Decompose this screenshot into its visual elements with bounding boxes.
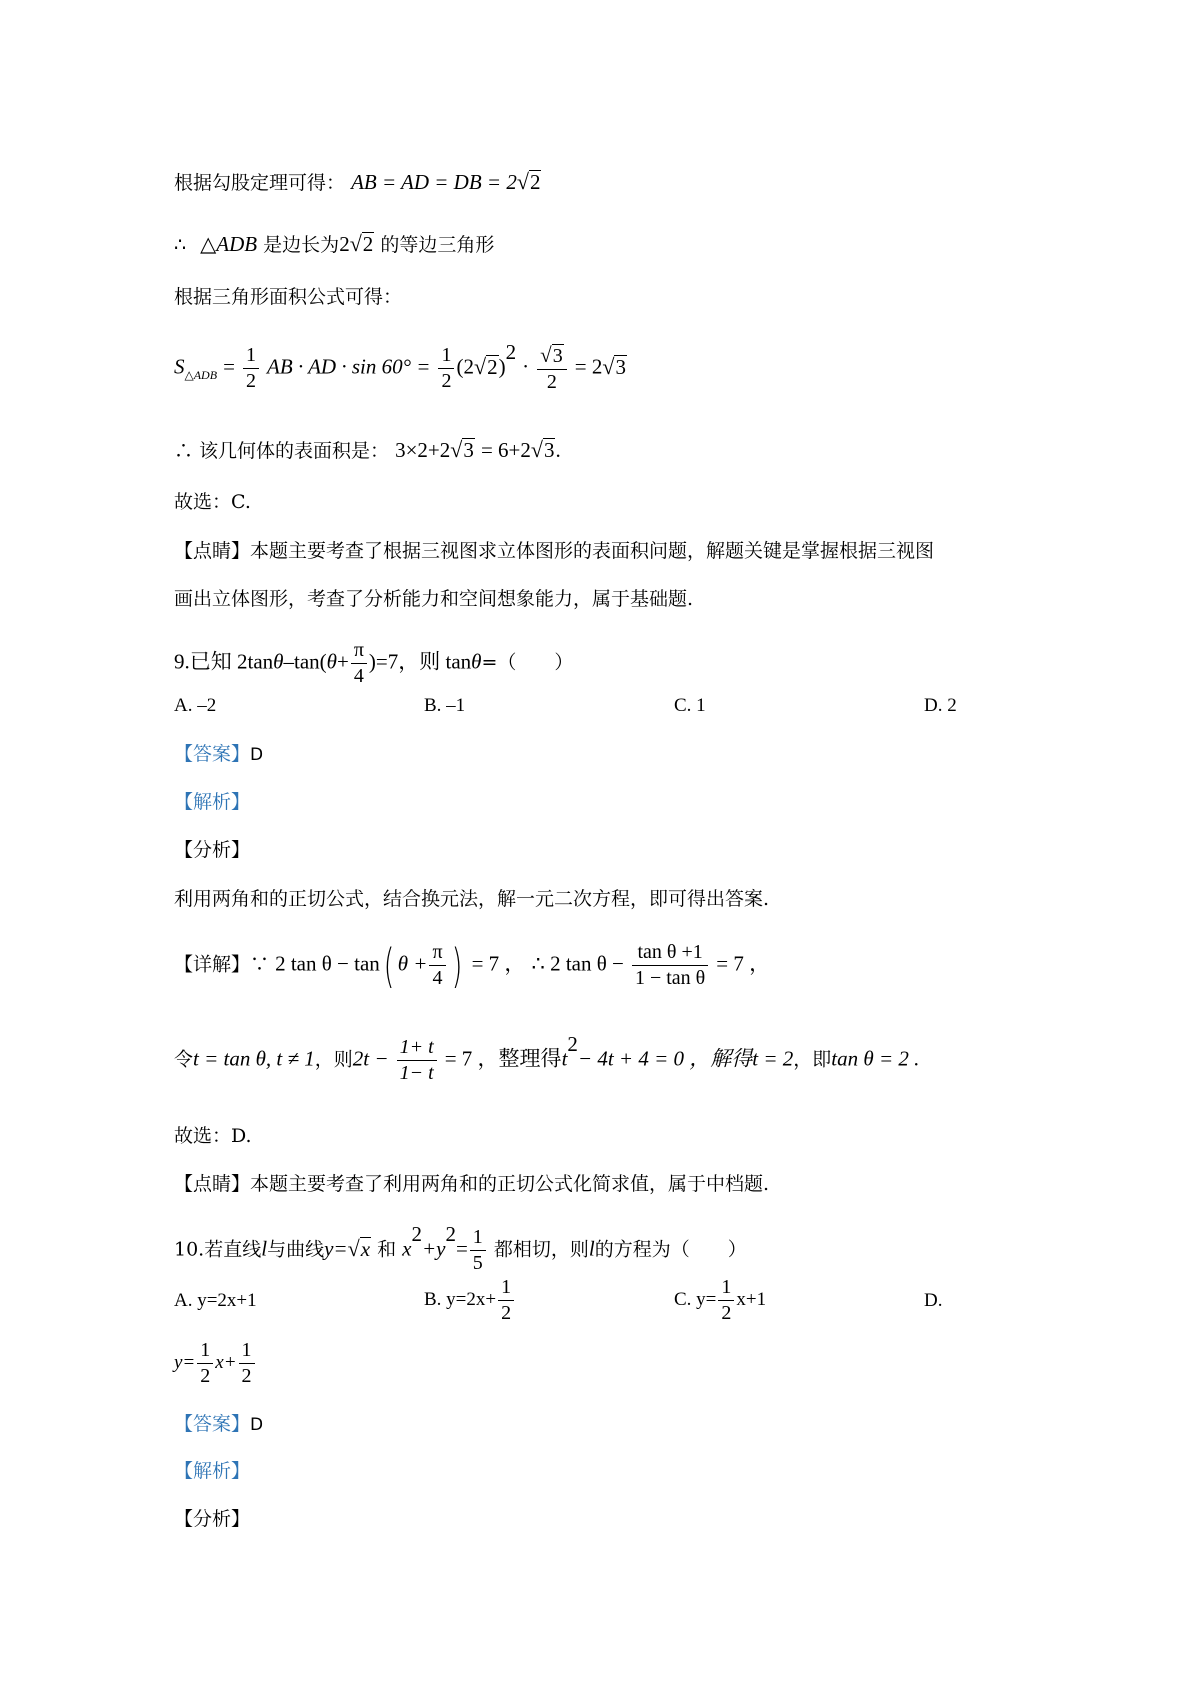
paren-close: ) bbox=[498, 354, 506, 379]
q9-mid: –tan( bbox=[283, 649, 327, 674]
q10-option-d-label: D. bbox=[924, 1290, 943, 1311]
surface-area-line bbox=[174, 438, 561, 462]
answer-value: D bbox=[250, 1415, 264, 1435]
sqrt-x: √x bbox=[347, 1235, 371, 1261]
q9-dianjing: 【点睛】本题主要考查了利用两角和的正切公式化简求值，属于中档题. bbox=[174, 1173, 770, 1195]
sqrt-3: √3 bbox=[530, 437, 555, 462]
fraction-half: $\frac{1}{2}$ bbox=[197, 1338, 213, 1389]
q10-end: 都相切，则 bbox=[493, 1238, 589, 1261]
quadratic: − 4t + 4 = 0 ，解得 bbox=[577, 1046, 753, 1071]
plus: + bbox=[336, 649, 349, 674]
xiangjie-tag: 【详解】∵ bbox=[174, 953, 270, 976]
q10-option-c bbox=[674, 1275, 766, 1326]
q10-jiexi-tag: 【解析】 bbox=[174, 1460, 251, 1482]
q9-guxuan: 故选：D. bbox=[174, 1125, 252, 1147]
detail-expr-2: ∴ 2 tan θ − bbox=[531, 951, 624, 976]
plus-y: +y bbox=[421, 1236, 446, 1261]
question-9 bbox=[174, 638, 573, 689]
substitution: t = tan θ, t ≠ 1 bbox=[193, 1046, 315, 1071]
area-formula bbox=[174, 339, 627, 395]
fraction-pi-over-4: $\frac{\pi}{4}$ bbox=[351, 638, 367, 689]
q9-option-b: B. –1 bbox=[424, 695, 466, 716]
line-l: l bbox=[588, 1236, 595, 1261]
equilateral-text-end: 的等边三角形 bbox=[380, 234, 495, 256]
expr-2t: 2t − bbox=[352, 1046, 389, 1071]
zhengli-text: = 7 ，整理得 bbox=[444, 1046, 562, 1071]
fraction-pi-over-4: $\frac{\pi}{4}$ bbox=[429, 940, 445, 991]
q9-end: )=7，则 tan bbox=[368, 649, 472, 674]
theta: θ bbox=[273, 649, 284, 674]
fraction-tan-formula: $\frac{\text{tan θ +1}}{\text{1 − tan θ}}$ bbox=[632, 940, 708, 991]
answer-tag: 【答案】 bbox=[174, 743, 251, 765]
option-d-prefix: y= bbox=[174, 1351, 196, 1373]
q10-option-b bbox=[424, 1275, 516, 1326]
surface-area-text: ∴ 该几何体的表面积是： bbox=[174, 440, 390, 462]
theta-plus: θ + bbox=[397, 951, 428, 976]
solution-t: t = 2 bbox=[752, 1046, 794, 1071]
q9-detail-2 bbox=[174, 1031, 920, 1086]
ji-text: ，即 bbox=[793, 1048, 832, 1071]
dianjing-line-2: 画出立体图形，考查了分析能力和空间想象能力，属于基础题. bbox=[174, 588, 694, 610]
theta: θ bbox=[471, 649, 482, 674]
option-b-prefix: B. y=2x+ bbox=[424, 1288, 497, 1310]
big-paren-open: ( bbox=[383, 938, 395, 993]
q10-option-d-expr bbox=[174, 1338, 257, 1389]
big-paren-close: ) bbox=[451, 938, 462, 993]
q10-fenxi-tag: 【分析】 bbox=[174, 1508, 251, 1530]
equals-sign: = bbox=[223, 354, 235, 379]
paren-open: (2 bbox=[456, 354, 474, 379]
q9-option-a: A. –2 bbox=[174, 695, 217, 716]
q10-answer bbox=[174, 1415, 263, 1434]
equilateral-text: 是边长为 bbox=[263, 234, 340, 256]
area-formula-intro: 根据三角形面积公式可得： bbox=[174, 286, 403, 308]
fraction-root3-over-2: $\frac{√3}{2}$ bbox=[537, 342, 567, 395]
option-c-suffix: x+1 bbox=[736, 1288, 767, 1310]
q9-option-c: C. 1 bbox=[674, 695, 706, 716]
q10-tail: 的方程为（ ） bbox=[594, 1238, 747, 1261]
q9-option-d: D. 2 bbox=[924, 695, 957, 716]
dot-operator: · bbox=[522, 354, 530, 379]
circle-x: x bbox=[402, 1236, 412, 1261]
final-result: tan θ = 2 . bbox=[831, 1046, 920, 1071]
q9-fenxi-tag: 【分析】 bbox=[174, 839, 251, 861]
fraction-half: $\frac{1}{2}$ bbox=[239, 1338, 255, 1389]
sqrt-2: √2 bbox=[473, 353, 498, 379]
q9-detail-1 bbox=[174, 940, 770, 991]
theta: θ bbox=[326, 649, 337, 674]
ze-text: ，则 bbox=[314, 1048, 353, 1071]
q9-jiexi-tag: 【解析】 bbox=[174, 791, 251, 813]
q10-start: 10.若直线 bbox=[174, 1238, 262, 1261]
q10-option-a: A. y=2x+1 bbox=[174, 1290, 257, 1311]
answer-tag: 【答案】 bbox=[174, 1413, 251, 1435]
therefore-symbol: ∴ bbox=[174, 234, 187, 256]
option-c-prefix: C. y= bbox=[674, 1288, 717, 1310]
q9-start: 9.已知 2tan bbox=[174, 649, 274, 674]
detail-equals-7-2: = 7 ， bbox=[716, 951, 771, 976]
fraction-half: $\frac{1}{2}$ bbox=[718, 1275, 734, 1326]
equilateral-line bbox=[174, 232, 494, 256]
square-exponent: 2 bbox=[411, 1221, 422, 1246]
he-text: 和 bbox=[377, 1238, 397, 1261]
sqrt-2: √2 bbox=[349, 231, 374, 256]
sqrt-3: √3 bbox=[602, 353, 626, 379]
pythagorean-line bbox=[174, 170, 541, 194]
square-exponent: 2 bbox=[567, 1031, 578, 1056]
q10-mid: 与曲线 bbox=[267, 1238, 325, 1261]
ling-text: 令 bbox=[174, 1048, 194, 1071]
q9-fenxi-text: 利用两角和的正切公式，结合换元法，解一元二次方程，即可得出答案. bbox=[174, 888, 770, 910]
answer-choice-c: 故选：C. bbox=[174, 491, 251, 513]
period: . bbox=[555, 438, 561, 462]
area-symbol: S bbox=[174, 354, 185, 379]
area-subscript: △ADB bbox=[184, 367, 218, 382]
var-t: t bbox=[561, 1046, 568, 1071]
square-exponent: 2 bbox=[445, 1221, 456, 1246]
surface-area-result: = 6+2 bbox=[480, 438, 531, 462]
detail-equals-7: = 7 ， bbox=[471, 951, 526, 976]
fraction-1pt-over-1mt: $\frac{1+ t}{1- t}$ bbox=[397, 1035, 437, 1086]
option-d-mid: x+ bbox=[215, 1351, 237, 1373]
area-result: = 2 bbox=[574, 354, 603, 379]
detail-expr-1: 2 tan θ − tan bbox=[275, 951, 380, 976]
pythagorean-math: AB = AD = DB = 2 bbox=[351, 170, 517, 194]
area-middle-term: AB · AD · sin 60° = bbox=[267, 354, 431, 379]
dianjing-line-1: 【点睛】本题主要考查了根据三视图求立体图形的表面积问题，解题关键是掌握根据三视图 bbox=[174, 540, 935, 562]
pythagorean-text: 根据勾股定理可得： bbox=[174, 172, 346, 194]
square-exponent: 2 bbox=[505, 339, 517, 364]
sqrt-3: √3 bbox=[450, 437, 474, 462]
sqrt-2: √2 bbox=[516, 169, 541, 194]
question-10 bbox=[174, 1221, 747, 1276]
surface-area-math: 3×2+2 bbox=[395, 438, 451, 462]
fraction-one-fifth: $\frac{1}{5}$ bbox=[470, 1225, 486, 1276]
equals-sign: = bbox=[455, 1236, 468, 1261]
fraction-half-2: $\frac{1}{2}$ bbox=[438, 343, 454, 394]
fraction-half: $\frac{1}{2}$ bbox=[243, 343, 259, 394]
q9-answer bbox=[174, 745, 263, 764]
side-length-coef: 2 bbox=[339, 232, 350, 256]
line-l: l bbox=[261, 1236, 268, 1261]
fraction-half: $\frac{1}{2}$ bbox=[498, 1275, 514, 1326]
triangle-adb: △ADB bbox=[200, 232, 258, 256]
answer-value: D bbox=[250, 745, 264, 765]
q9-tail: =（ ） bbox=[481, 651, 574, 674]
y-equals: y= bbox=[324, 1236, 348, 1261]
